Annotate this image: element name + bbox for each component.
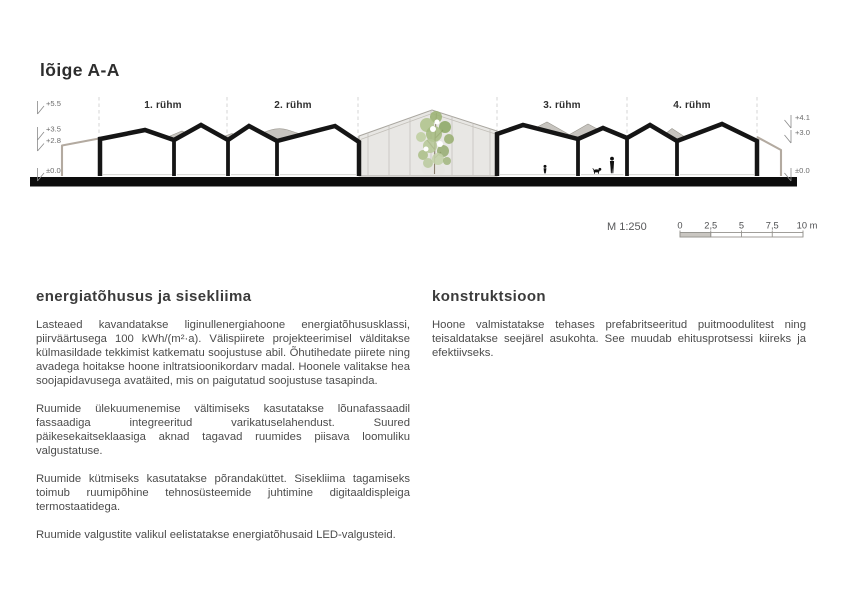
scale-tick: 7,5 — [765, 220, 779, 231]
paragraph: Ruumide valgustite valikul eelistatakse energiatõhusaid LED-valgusteid. — [36, 529, 396, 541]
ground-line — [30, 177, 797, 187]
column-construction — [432, 288, 806, 360]
elevation-markers-left — [38, 99, 62, 181]
section-drawing — [0, 0, 842, 260]
section-cut-groups-1-2 — [100, 125, 359, 176]
right-end-wall-elevation — [757, 137, 781, 176]
elevation-label: +3.5 — [46, 124, 61, 134]
scale-tick: 0 — [677, 220, 683, 231]
scale-ratio-label: M 1:250 — [607, 221, 647, 233]
section-heading-energy: energiatõhusus ja sisekliima — [36, 288, 252, 305]
elevation-label: +5.5 — [46, 99, 61, 108]
elevation-label: ±0.0 — [46, 166, 61, 175]
left-end-wall-elevation — [62, 139, 99, 177]
elevation-label: +3.0 — [795, 128, 810, 137]
paragraph: Ruumide ülekuumenemise vältimiseks kasutatakse lõunafassaadil fassaadiga integreeritud varikatuselahendust. Suured päikesekaitseklaasiga aknad tagavad ruumides piisava loomuliku valgustatuse. — [36, 403, 410, 457]
paragraph: Hoone valmistatakse tehases prefabritseeritud puitmoodulitest ning teisaldatakse seejärel asukohta. See muudab ehitusprotsessi kiireks ja efektiivseks. — [432, 319, 806, 359]
elevation-label: +2.8 — [46, 136, 61, 145]
scale-tick: 5 — [738, 220, 745, 231]
elevation-label: +4.1 — [795, 113, 810, 122]
paragraph: Ruumide kütmiseks kasutatakse põrandaküttet. Sisekliima tagamiseks toimub ruumipõhine tehnosüsteemide juhtimine digitaaldispleiga termostaatidega. — [36, 473, 410, 513]
group-label-2: 2. rühm — [274, 100, 312, 111]
page-title: lõige A-A — [40, 60, 120, 80]
elevation-markers-right — [785, 113, 811, 181]
elevation-label: ±0.0 — [795, 166, 810, 175]
column-energy-indoor-climate — [36, 288, 410, 542]
scale-tick: 2,5 — [704, 220, 718, 231]
paragraph: Lasteaed kavandatakse liginullenergiahoone energiatõhususklassi, piirväärtusega 100 kWh/(m²·a). Välispiirete projekteerimisel välditakse külmasildade tekkimist katkematu soojustuse abil. Õhutihedate piirete ning avadega hoitakse hoone inltratsioonikordarv madal. Hoonele valitakse hea soojapidavusega avatäited, mis on paigutatud soojustuse tasapinda. — [36, 319, 410, 387]
group-label-1: 1. rühm — [144, 100, 182, 111]
group-label-3: 3. rühm — [543, 100, 581, 111]
group-label-4: 4. rühm — [673, 100, 711, 111]
group-labels — [144, 100, 711, 111]
section-heading-construction: konstruktsioon — [432, 288, 546, 305]
scale-bar — [607, 221, 818, 238]
scale-tick: 10 m — [796, 220, 818, 231]
